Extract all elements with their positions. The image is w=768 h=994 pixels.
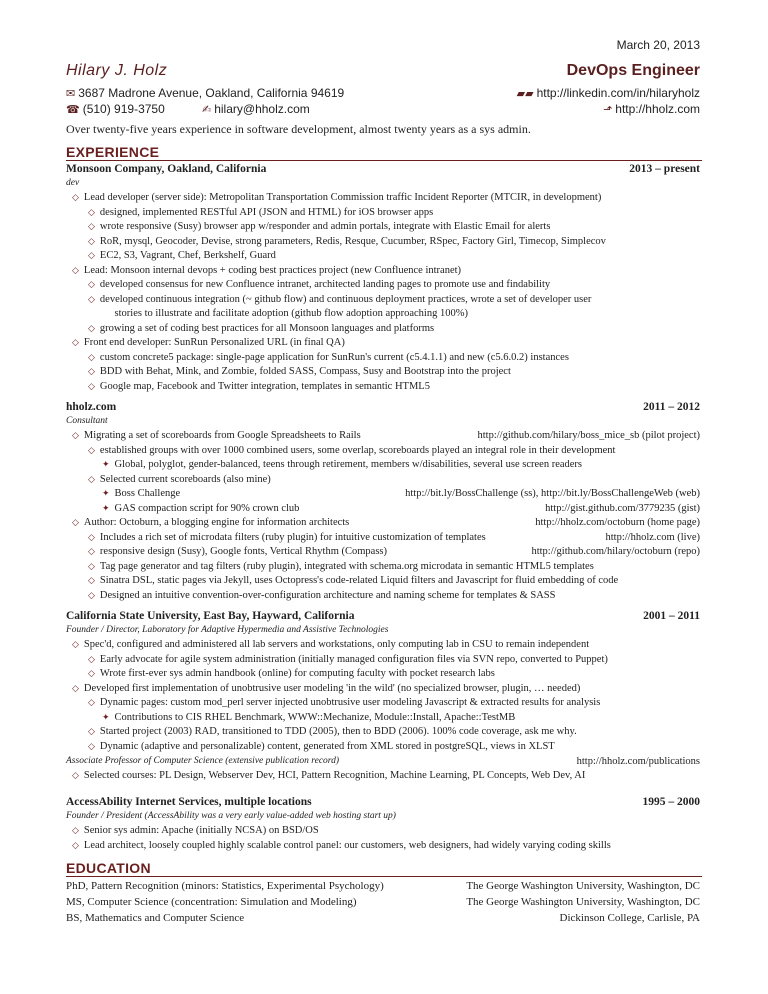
bullet-icon: ◇	[88, 740, 95, 751]
bullet-item	[88, 473, 700, 486]
bullet-item	[72, 824, 700, 837]
bullet-icon: ◇	[88, 351, 95, 362]
reference-link[interactable]: http://hholz.com/octoburn (home page)	[535, 517, 700, 528]
bullet-text: BDD with Behat, Mink, and Zombie, folded SASS, Compass, Susy and Bootstrap into the project	[99, 366, 511, 377]
bullet-text: Contributions to CIS RHEL Benchmark, WWW::Mechanize, Module::Install, Apache::TestMB	[114, 711, 516, 723]
bullet-item	[88, 545, 700, 558]
bullet-icon: ◇	[72, 264, 79, 275]
bullet-text: custom concrete5 package: single-page application for SunRun's current (c5.4.1.1) and new (c5.6.0.2) instances	[99, 351, 569, 363]
bullet-icon: ◇	[88, 279, 95, 289]
bullet-icon: ◇	[88, 668, 95, 678]
job-dates: 2011 – 2012	[643, 401, 700, 413]
bullet-icon: ◇	[72, 639, 79, 649]
bullet-item	[72, 429, 700, 442]
bullet-item	[88, 322, 700, 335]
bullet-text: established groups with over 1000 combined users, some overlap, scoreboards played an integral role in their development	[99, 444, 616, 456]
mail-icon: ✉	[66, 88, 76, 100]
bullet-item	[72, 839, 700, 852]
section-divider	[66, 876, 702, 877]
bullet-text: Dynamic pages: custom mod_perl server injected unobtrusive user modeling Javascript & extracted results for analysis	[99, 697, 601, 708]
bullet-icon: ◇	[88, 473, 95, 484]
bullet-text: developed continuous integration (~ github flow) and continuous deployment practices, wrote a set of developer user	[99, 293, 592, 305]
phone-text: (510) 919-3750	[82, 102, 165, 116]
secondary-role-text: Associate Professor of Computer Science (extensive publication record)	[66, 756, 340, 766]
bullet-icon: ◇	[88, 546, 95, 556]
job-role: Consultant	[66, 416, 108, 426]
employer-name: AccessAbility Internet Services, multiple locations	[66, 796, 312, 808]
bullet-text: Dynamic (adaptive and personalizable) content, generated from XML stored in postgreSQL, views in XLST	[99, 740, 555, 752]
reference-link[interactable]: http://github.com/hilary/octoburn (repo)	[531, 546, 700, 557]
bullet-icon: ◇	[88, 250, 95, 260]
job-role: dev	[66, 178, 80, 188]
bullet-item	[102, 307, 700, 320]
email-line[interactable]	[202, 102, 310, 116]
job-header	[66, 401, 700, 413]
bullet-icon: ◇	[88, 589, 95, 600]
linkedin-icon: ▰▰	[516, 88, 534, 100]
bullet-item	[88, 444, 700, 457]
bullet-item	[88, 740, 700, 753]
bullet-icon: ✦	[102, 711, 110, 722]
bullet-icon: ◇	[88, 293, 95, 304]
bullet-icon: ◇	[72, 839, 79, 850]
job-role: Founder / Director, Laboratory for Adaptive Hypermedia and Assistive Technologies	[66, 625, 389, 635]
employer-name: hholz.com	[66, 401, 117, 413]
bullet-text: Selected current scoreboards (also mine)	[99, 473, 271, 485]
bullet-item	[72, 682, 700, 695]
bullet-text: Author: Octoburn, a blogging engine for information architects	[83, 517, 350, 528]
bullet-text: Lead developer (server side): Metropolitan Transportation Commission traffic Incident Reporter (MTCIR, in development)	[83, 192, 602, 203]
bullet-text: RoR, mysql, Geocoder, Devise, strong parameters, Redis, Resque, Cucumber, RSpec, Factory Girl, Timecop, Simplecov	[99, 235, 606, 247]
bullet-item	[72, 264, 700, 277]
bullet-icon: ◇	[88, 697, 95, 707]
bullet-icon: ◇	[88, 444, 95, 455]
section-divider	[66, 160, 702, 161]
bullet-text: wrote responsive (Susy) browser app w/responder and admin portals, integrate with Elastic Email for alerts	[99, 221, 551, 232]
address-line	[66, 86, 344, 100]
bullet-item	[72, 191, 700, 204]
bullet-icon: ◇	[88, 206, 95, 217]
linkedin-line[interactable]	[517, 86, 700, 100]
bullet-item	[88, 220, 700, 233]
bullet-icon: ✦	[102, 459, 110, 469]
bullet-text: Global, polyglot, gender-balanced, teens through retirement, members w/disabilities, several use screen readers	[114, 459, 583, 470]
bullet-text: EC2, S3, Vagrant, Chef, Berkshelf, Guard	[99, 250, 276, 261]
bullet-item	[88, 531, 700, 544]
bullet-text: growing a set of coding best practices for all Monsoon languages and platforms	[99, 322, 435, 334]
bullet-icon: ◇	[72, 337, 79, 347]
bullet-item	[72, 516, 700, 529]
bullet-icon: ◇	[88, 221, 95, 231]
bullet-icon: ◇	[88, 366, 95, 376]
bullet-item	[88, 278, 700, 291]
bullet-icon: ◇	[72, 682, 79, 693]
bullet-text: Includes a rich set of microdata filters (ruby plugin) for intuitive customization of templates	[99, 531, 486, 543]
bullet-item	[88, 249, 700, 262]
bullet-text: Developed first implementation of unobtrusive user modeling 'in the wild' (no specialized browser, plugin, … needed)	[83, 682, 581, 694]
school: Dickinson College, Carlisle, PA	[559, 912, 700, 924]
bullet-icon: ◇	[88, 575, 95, 585]
bullet-text: Spec'd, configured and administered all lab servers and workstations, only computing lab in CSU to remain independent	[83, 639, 590, 650]
bullet-item	[102, 487, 700, 500]
reference-link[interactable]: http://bit.ly/BossChallenge (ss), http://bit.ly/BossChallengeWeb (web)	[405, 488, 700, 499]
bullet-item	[88, 293, 700, 306]
bullet-icon: ◇	[72, 825, 79, 835]
linkedin-link[interactable]: http://linkedin.com/in/hilaryholz	[536, 86, 700, 100]
job-dates: 1995 – 2000	[642, 796, 700, 808]
bullet-text: responsive design (Susy), Google fonts, Vertical Rhythm (Compass)	[99, 546, 387, 557]
website-line[interactable]	[603, 102, 700, 116]
job-header	[66, 163, 700, 175]
bullet-icon: ◇	[72, 430, 79, 440]
job-header	[66, 610, 700, 622]
phone-icon: ☎	[66, 104, 80, 116]
bullet-text: Senior sys admin: Apache (initially NCSA) on BSD/OS	[83, 825, 319, 836]
bullet-icon: ◇	[72, 517, 79, 527]
bullet-item	[72, 769, 700, 782]
job-dates: 2013 – present	[629, 163, 700, 175]
bullet-icon: ◇	[88, 380, 95, 391]
bullet-item	[88, 206, 700, 219]
bullet-text: Migrating a set of scoreboards from Google Spreadsheets to Rails	[83, 430, 361, 441]
bullet-icon: ◇	[88, 726, 95, 736]
reference-link[interactable]: http://hholz.com (live)	[605, 531, 700, 543]
bullet-text: Early advocate for agile system administration (initially managed configuration files via SVN repo, converted to Puppet)	[99, 653, 608, 665]
bullet-item	[102, 502, 700, 515]
experience-heading: EXPERIENCE	[66, 144, 160, 160]
summary: Over twenty-five years experience in software development, almost twenty years as a sys admin.	[66, 122, 531, 136]
bullet-text: GAS compaction script for 90% crown club	[114, 502, 300, 514]
bullet-item	[72, 638, 700, 651]
school: The George Washington University, Washington, DC	[466, 880, 700, 892]
secondary-role	[66, 756, 700, 766]
degree: BS, Mathematics and Computer Science	[66, 912, 245, 924]
bullet-text: Started project (2003) RAD, transitioned to TDD (2005), then to BDD (2006). 100% code coverage, ask me why.	[99, 726, 577, 737]
bullet-text: Sinatra DSL, static pages via Jekyll, uses Octopress's code-related Liquid filters and Javascript for fluid embedding of code	[99, 575, 619, 586]
bullet-icon: ✦	[102, 488, 110, 498]
reference-link[interactable]: http://github.com/hilary/boss_mice_sb (pilot project)	[477, 430, 700, 441]
bullet-icon: ◇	[88, 322, 95, 333]
person-name: Hilary J. Holz	[66, 62, 168, 79]
bullet-icon: ◇	[88, 560, 95, 571]
bullet-text: Google map, Facebook and Twitter integration, templates in semantic HTML5	[99, 380, 430, 392]
bullet-item	[88, 589, 700, 602]
pen-icon: ✍	[202, 104, 212, 116]
employer-name: California State University, East Bay, Hayward, California	[66, 610, 355, 622]
bullet-text: Lead architect, loosely coupled highly scalable control panel: our customers, web designers, had widely varying coding skills	[83, 839, 611, 851]
website-link[interactable]: http://hholz.com	[615, 102, 700, 116]
bullet-text: Front end developer: SunRun Personalized URL (in final QA)	[83, 337, 345, 348]
address-text: 3687 Madrone Avenue, Oakland, California 94619	[78, 86, 345, 100]
job-header	[66, 796, 700, 808]
bullet-item	[88, 380, 700, 393]
bullet-item	[88, 653, 700, 666]
job-dates: 2001 – 2011	[643, 610, 700, 622]
phone-line	[66, 102, 165, 116]
education-heading: EDUCATION	[66, 860, 151, 876]
bullet-text: Lead: Monsoon internal devops + coding best practices project (new Confluence intranet)	[83, 264, 462, 276]
bullet-text: stories to illustrate and facilitate adoption (github flow adoption approaching 100%)	[114, 308, 468, 319]
publications-link[interactable]: http://hholz.com/publications	[576, 756, 700, 767]
bullet-item	[88, 667, 700, 680]
bullet-item	[88, 365, 700, 378]
bullet-text: Designed an intuitive convention-over-configuration architecture and naming scheme for templates & SASS	[99, 589, 556, 601]
bullet-text: developed consensus for new Confluence intranet, architected landing pages to promote use and findability	[99, 279, 551, 290]
bullet-icon: ◇	[88, 531, 95, 542]
bullet-icon: ◇	[88, 235, 95, 246]
bullet-text: Tag page generator and tag filters (ruby plugin), integrated with schema.org microdata in semantic HTML5 templates	[99, 560, 594, 572]
bullet-item	[88, 574, 700, 587]
bullet-text: Selected courses: PL Design, Webserver Dev, HCI, Pattern Recognition, Machine Learning, PL Concepts, Web Dev, AI	[83, 770, 586, 781]
bullet-text: Wrote first-ever sys admin handbook (online) for computing faculty with pocket research labs	[99, 668, 495, 679]
bullet-icon: ◇	[72, 192, 79, 202]
bullet-item	[72, 336, 700, 349]
email-link[interactable]: hilary@hholz.com	[214, 102, 310, 116]
bullet-text: designed, implemented RESTful API (JSON and HTML) for iOS browser apps	[99, 206, 434, 218]
bullet-item	[88, 235, 700, 248]
resume-date: March 20, 2013	[616, 38, 700, 52]
bullet-text: Boss Challenge	[114, 488, 181, 499]
reference-link[interactable]: http://gist.github.com/3779235 (gist)	[545, 502, 700, 514]
bullet-icon: ◇	[88, 653, 95, 664]
degree: MS, Computer Science (concentration: Simulation and Modeling)	[66, 896, 357, 908]
school: The George Washington University, Washington, DC	[466, 896, 700, 908]
job-role: Founder / President (AccessAbility was a very early value-added web hosting start up)	[66, 811, 396, 821]
bullet-item	[88, 560, 700, 573]
job-title: DevOps Engineer	[566, 62, 700, 79]
bullet-item	[102, 711, 700, 724]
bullet-icon: ◇	[72, 770, 79, 780]
bullet-item	[88, 725, 700, 738]
bullet-item	[102, 458, 700, 471]
bullet-item	[88, 351, 700, 364]
bullet-item	[88, 696, 700, 709]
employer-name: Monsoon Company, Oakland, California	[66, 163, 267, 175]
bullet-icon: ✦	[102, 502, 110, 513]
link-icon: ⬏	[603, 104, 613, 116]
degree: PhD, Pattern Recognition (minors: Statistics, Experimental Psychology)	[66, 880, 384, 892]
